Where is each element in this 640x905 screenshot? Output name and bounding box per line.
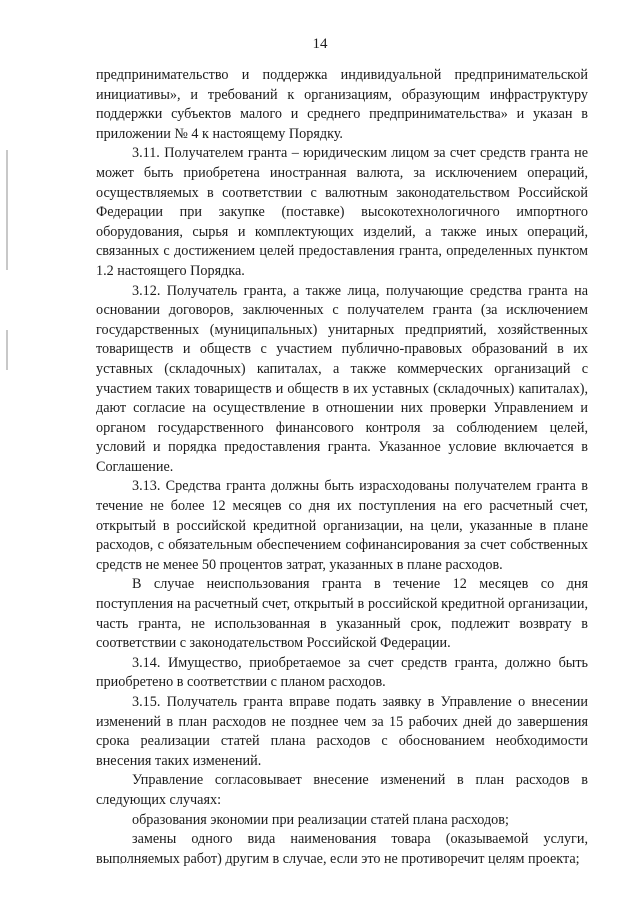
paragraph-3-13: 3.13. Средства гранта должны быть израсходованы получателем гранта в течение не более 12 месяцев со дня их поступления на его расчетный счет, открытый в российской кредитной организации, на цели, указанные в плане расходов, с обязательным обеспечением софинансирования за счет собственных средств не менее 50 процентов затрат, указанных в плане расходов. [96,478,588,573]
scan-margin-mark [6,150,8,270]
paragraph-3-11: 3.11. Получателем гранта – юридическим лицом за счет средств гранта не может быть приобретена иностранная валюта, за исключением операций, осуществляемых в соответствии с валютным законодательством Российской Федерации при закупке (поставке) высокотехнологичного импортного оборудования, сырья и комплектующих изделий, а также иных операций, связанных с достижением целей предоставления гранта, определенных пунктом 1.2 настоящего Порядка. [96,145,588,279]
paragraph-approval-cases: Управление согласовывает внесение изменений в план расходов в следующих случаях: [96,772,588,808]
paragraph-3-14: 3.14. Имущество, приобретаемое за счет средств гранта, должно быть приобретено в соответствии с планом расходов. [96,654,588,691]
paragraph-continuation: предпринимательство и поддержка индивидуальной предпринимательской инициативы», и требований к организациям, образующим инфраструктуру поддержки субъектов малого и среднего предпринимательства» и указан в приложении № 4 к настоящему Порядку. [96,67,588,142]
list-item: образования экономии при реализации статей плана расходов; [132,811,509,828]
scan-margin-mark [6,330,8,370]
page-number: 14 [312,36,328,52]
paragraph-3-12: 3.12. Получатель гранта, а также лица, получающие средства гранта на основании договоров, заключенных с получателем гранта (за исключением государственных (муниципальных) унитарных предприятий, хозяйственных товариществ и обществ с участием публично-правовых образований в их уставных (складочных) капиталах, а также коммерческих организаций с участием таких товариществ и обществ в их уставных (складочных) капиталах), дают согласие на осуществление в отношении них проверки Управлением и органом государственного финансового контроля за соблюдением целей, условий и порядка предоставления гранта. Указанное условие включается в Соглашение. [96,282,588,475]
paragraph-3-15: 3.15. Получатель гранта вправе подать заявку в Управление о внесении изменений в план расходов не позднее чем за 15 рабочих дней до завершения срока реализации статей плана расходов с обоснованием необходимости внесения таких изменений. [96,694,588,769]
paragraph-unused-grant: В случае неиспользования гранта в течение 12 месяцев со дня поступления на расчетный счет, открытый в российской кредитной организации, часть гранта, не использованная в указанный срок, подлежит возврату в соответствии с законодательством Российской Федерации. [96,576,588,652]
document-body [96,66,588,869]
list-item: замены одного вида наименования товара (оказываемой услуги, выполняемых работ) другим в случае, если это не противоречит целям проекта; [96,831,588,867]
